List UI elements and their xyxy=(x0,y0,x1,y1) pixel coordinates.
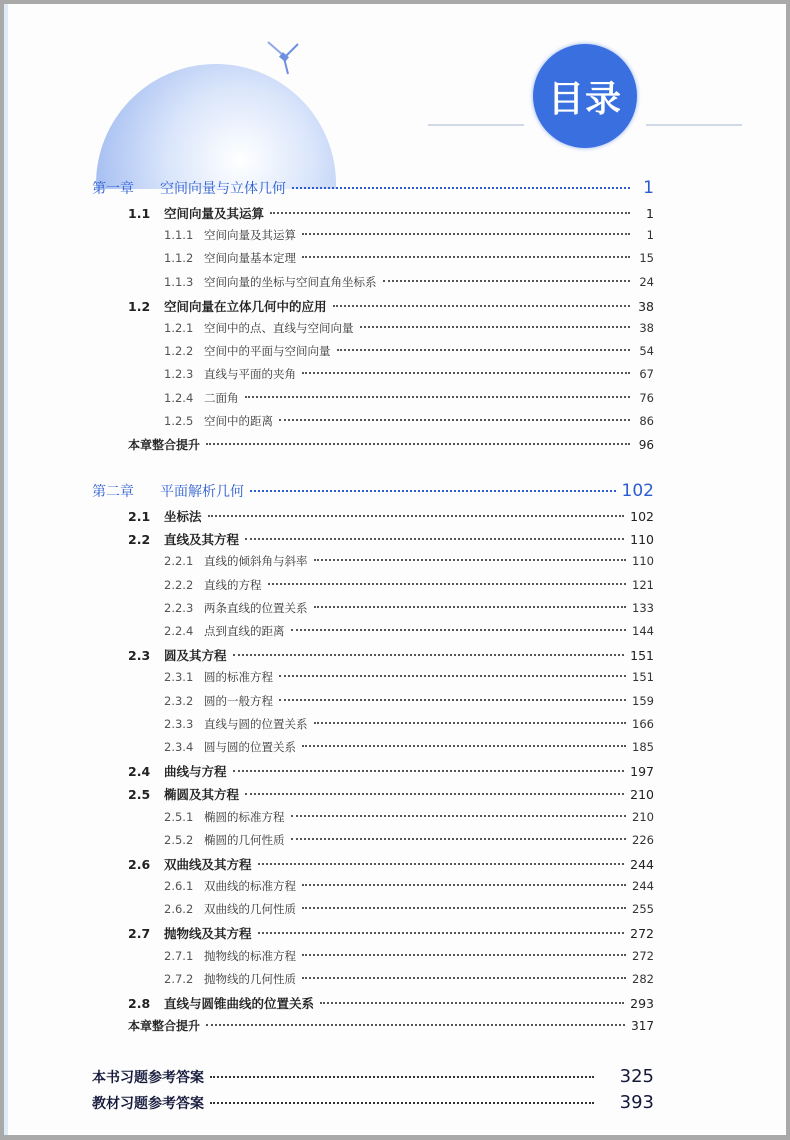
dot-leader xyxy=(302,907,626,909)
toc-entry-sub[interactable] xyxy=(92,948,654,971)
dot-leader xyxy=(206,1024,625,1026)
entry-title: 空间中的距离 xyxy=(204,413,273,428)
entry-title: 两条直线的位置关系 xyxy=(204,600,308,615)
entry-title: 椭圆的几何性质 xyxy=(204,832,285,847)
entry-number: 2.5 xyxy=(128,787,151,803)
entry-title: 椭圆及其方程 xyxy=(164,787,240,803)
dot-leader xyxy=(333,305,630,307)
entry-page: 226 xyxy=(632,832,654,847)
entry-page: 159 xyxy=(632,693,654,708)
toc-entry-section[interactable] xyxy=(92,204,654,227)
entry-title: 曲线与方程 xyxy=(164,764,227,780)
dot-leader xyxy=(360,326,631,328)
dot-leader xyxy=(233,770,625,772)
entry-title: 空间向量及其运算 xyxy=(164,206,265,221)
entry-number: 2.2.1 xyxy=(164,554,194,569)
toc-entry-section[interactable] xyxy=(92,924,654,947)
entry-title: 直线及其方程 xyxy=(164,532,240,548)
dot-leader xyxy=(302,233,630,235)
entry-page: 244 xyxy=(632,879,654,894)
satellite-icon xyxy=(264,40,304,76)
toc-entry-summary[interactable] xyxy=(92,436,654,459)
entry-title: 空间中的点、直线与空间向量 xyxy=(204,320,354,335)
entry-page: 133 xyxy=(632,600,654,615)
dot-leader xyxy=(210,1102,594,1104)
page-edge xyxy=(4,4,8,1135)
toc-entry-answers[interactable] xyxy=(92,1066,654,1092)
dot-leader xyxy=(233,654,625,656)
entry-title: 点到直线的距离 xyxy=(204,624,285,638)
entry-number: 2.3.4 xyxy=(164,739,194,754)
entry-title: 空间向量的坐标与空间直角坐标系 xyxy=(204,274,377,289)
entry-title: 抛物线及其方程 xyxy=(164,926,252,942)
dot-leader xyxy=(302,745,626,747)
entry-title: 直线与圆的位置关系 xyxy=(204,716,308,731)
toc-entry-chapter[interactable] xyxy=(92,178,654,204)
dot-leader xyxy=(314,722,627,724)
entry-title: 双曲线的几何性质 xyxy=(204,902,296,917)
entry-title: 椭圆的标准方程 xyxy=(204,809,285,824)
dot-leader xyxy=(302,884,626,886)
entry-page: 151 xyxy=(632,670,654,685)
toc-entry-sub[interactable] xyxy=(92,553,654,576)
entry-number: 2.4 xyxy=(128,764,151,780)
entry-title: 圆的一般方程 xyxy=(204,693,273,708)
entry-title: 双曲线的标准方程 xyxy=(204,879,296,894)
entry-number: 2.2.4 xyxy=(164,624,194,638)
toc-spacer xyxy=(92,1040,654,1066)
entry-title: 抛物线的几何性质 xyxy=(204,971,296,986)
entry-number: 1.2 xyxy=(128,298,151,314)
toc-entry-sub[interactable] xyxy=(92,739,654,762)
toc-entry-sub[interactable] xyxy=(92,274,654,297)
entry-title: 圆及其方程 xyxy=(164,648,227,664)
entry-number: 1.2.5 xyxy=(164,413,194,428)
dot-leader xyxy=(337,349,631,351)
toc-entry-chapter[interactable] xyxy=(92,481,654,507)
dot-leader xyxy=(208,515,625,517)
entry-page: 272 xyxy=(632,948,654,963)
entry-number: 2.6.1 xyxy=(164,879,194,894)
entry-page: 255 xyxy=(632,902,654,917)
entry-title: 圆与圆的位置关系 xyxy=(204,739,296,754)
toc-entry-sub[interactable] xyxy=(92,343,654,366)
entry-page: 151 xyxy=(630,648,654,664)
entry-page: 110 xyxy=(630,532,654,548)
entry-number: 2.5.1 xyxy=(164,809,194,824)
header-rule-left xyxy=(428,124,524,126)
entry-number: 1.2.1 xyxy=(164,320,194,335)
dot-leader xyxy=(268,583,627,585)
entry-title: 直线与圆锥曲线的位置关系 xyxy=(164,996,315,1011)
entry-page: 244 xyxy=(630,856,654,872)
entry-page: 67 xyxy=(639,367,654,382)
entry-page: 282 xyxy=(632,971,654,986)
entry-title: 空间向量及其运算 xyxy=(204,228,296,243)
toc-entry-section[interactable] xyxy=(92,530,654,553)
entry-number: 2.2 xyxy=(128,532,151,548)
toc-entry-section[interactable] xyxy=(92,297,654,320)
dot-leader xyxy=(302,372,630,374)
toc-page xyxy=(4,4,786,1135)
entry-title: 直线与平面的夹角 xyxy=(204,367,296,382)
toc-spacer xyxy=(92,459,654,481)
entry-page: 393 xyxy=(619,1092,654,1114)
toc-entry-sub[interactable] xyxy=(92,577,654,600)
dot-leader xyxy=(302,954,626,956)
entry-title: 二面角 xyxy=(204,390,239,405)
toc-entry-sub[interactable] xyxy=(92,878,654,901)
entry-page: 1 xyxy=(643,178,654,198)
dot-leader xyxy=(210,1076,594,1078)
dot-leader xyxy=(206,443,630,445)
entry-number: 2.3.3 xyxy=(164,716,194,731)
entry-number: 1.1.1 xyxy=(164,228,194,243)
entry-number: 2.3 xyxy=(128,648,151,664)
entry-title: 本章整合提升 xyxy=(128,437,201,452)
entry-number: 2.6 xyxy=(128,856,151,872)
dot-leader xyxy=(279,419,630,421)
toc-entry-sub[interactable] xyxy=(92,390,654,413)
dot-leader xyxy=(292,187,630,189)
entry-page: 15 xyxy=(639,251,654,266)
entry-number: 2.1 xyxy=(128,509,151,525)
dot-leader xyxy=(383,280,631,282)
entry-title: 空间向量在立体几何中的应用 xyxy=(164,298,327,314)
entry-page: 185 xyxy=(632,739,654,754)
dot-leader xyxy=(245,538,624,540)
toc-entry-sub[interactable] xyxy=(92,227,654,250)
dot-leader xyxy=(291,815,627,817)
entry-title: 空间向量与立体几何 xyxy=(160,181,286,197)
entry-page: 96 xyxy=(638,437,654,452)
entry-page: 317 xyxy=(631,1019,654,1034)
entry-title: 教材习题参考答案 xyxy=(92,1096,204,1113)
toc-entry-sub[interactable] xyxy=(92,971,654,994)
dot-leader xyxy=(302,256,630,258)
entry-title: 抛物线的标准方程 xyxy=(204,948,296,963)
entry-number: 2.7.2 xyxy=(164,971,194,986)
entry-page: 210 xyxy=(630,787,654,803)
entry-page: 325 xyxy=(619,1066,654,1088)
dot-leader xyxy=(258,932,625,934)
dot-leader xyxy=(245,396,631,398)
entry-page: 110 xyxy=(632,554,654,569)
dot-leader xyxy=(279,699,626,701)
entry-number: 2.3.2 xyxy=(164,693,194,708)
toc-entry-sub[interactable] xyxy=(92,250,654,273)
entry-number: 1.2.4 xyxy=(164,390,194,405)
entry-page: 76 xyxy=(639,390,654,405)
dot-leader xyxy=(291,838,627,840)
toc-entry-sub[interactable] xyxy=(92,366,654,389)
entry-page: 293 xyxy=(630,996,654,1011)
toc-entry-answers[interactable] xyxy=(92,1092,654,1118)
dot-leader xyxy=(258,863,625,865)
entry-number: 2.2.2 xyxy=(164,577,194,592)
entry-title: 双曲线及其方程 xyxy=(164,856,252,872)
dot-leader xyxy=(291,629,627,631)
entry-title: 圆的标准方程 xyxy=(204,670,273,685)
toc-entry-sub[interactable] xyxy=(92,809,654,832)
toc-entry-summary[interactable] xyxy=(92,1017,654,1040)
toc-entry-sub[interactable] xyxy=(92,716,654,739)
dot-leader xyxy=(320,1002,624,1004)
entry-page: 197 xyxy=(630,764,654,780)
entry-number: 1.2.2 xyxy=(164,344,194,359)
toc-entry-section[interactable] xyxy=(92,646,654,669)
dot-leader xyxy=(245,793,624,795)
entry-number: 2.3.1 xyxy=(164,670,194,685)
entry-title: 空间向量基本定理 xyxy=(204,251,296,266)
entry-page: 38 xyxy=(639,320,654,335)
table-of-contents xyxy=(92,178,654,1118)
entry-number: 1.1.3 xyxy=(164,274,194,289)
toc-entry-section[interactable] xyxy=(92,855,654,878)
entry-number: 第二章 xyxy=(92,484,134,501)
entry-page: 166 xyxy=(632,716,654,731)
entry-page: 24 xyxy=(639,274,654,289)
page-title: 目录 xyxy=(533,44,637,148)
toc-entry-sub[interactable] xyxy=(92,832,654,855)
entry-page: 144 xyxy=(632,624,654,638)
entry-page: 102 xyxy=(621,481,654,502)
entry-number: 2.6.2 xyxy=(164,902,194,917)
entry-title: 直线的倾斜角与斜率 xyxy=(204,554,308,569)
dot-leader xyxy=(314,606,627,608)
entry-number: 1.2.3 xyxy=(164,367,194,382)
entry-page: 272 xyxy=(630,926,654,942)
entry-number: 1.1 xyxy=(128,206,151,221)
toc-entry-sub[interactable] xyxy=(92,413,654,436)
entry-number: 2.7.1 xyxy=(164,948,194,963)
toc-entry-sub[interactable] xyxy=(92,623,654,646)
entry-page: 210 xyxy=(632,809,654,824)
entry-number: 2.8 xyxy=(128,996,151,1011)
toc-entry-sub[interactable] xyxy=(92,600,654,623)
toc-entry-section[interactable] xyxy=(92,994,654,1017)
entry-page: 121 xyxy=(632,577,654,592)
toc-entry-sub[interactable] xyxy=(92,320,654,343)
entry-title: 空间中的平面与空间向量 xyxy=(204,344,331,359)
dot-leader xyxy=(314,559,627,561)
toc-entry-sub[interactable] xyxy=(92,693,654,716)
entry-page: 1 xyxy=(646,206,654,221)
toc-entry-section[interactable] xyxy=(92,762,654,785)
entry-number: 2.7 xyxy=(128,926,151,942)
entry-number: 第一章 xyxy=(92,181,134,197)
entry-title: 本章整合提升 xyxy=(128,1019,201,1034)
entry-number: 1.1.2 xyxy=(164,251,194,266)
toc-entry-section[interactable] xyxy=(92,507,654,530)
entry-page: 1 xyxy=(646,228,654,243)
dot-leader xyxy=(302,977,626,979)
entry-page: 54 xyxy=(639,344,654,359)
entry-title: 本书习题参考答案 xyxy=(92,1070,204,1087)
dot-leader xyxy=(250,490,616,492)
entry-number: 2.5.2 xyxy=(164,832,194,847)
entry-number: 2.2.3 xyxy=(164,600,194,615)
dot-leader xyxy=(279,675,626,677)
header-rule-right xyxy=(646,124,742,126)
toc-entry-sub[interactable] xyxy=(92,669,654,692)
entry-title: 平面解析几何 xyxy=(160,484,244,501)
entry-page: 86 xyxy=(639,413,654,428)
entry-page: 102 xyxy=(630,509,654,525)
entry-page: 38 xyxy=(638,298,654,314)
toc-entry-sub[interactable] xyxy=(92,901,654,924)
entry-title: 坐标法 xyxy=(164,509,202,525)
entry-title: 直线的方程 xyxy=(204,577,262,592)
toc-entry-section[interactable] xyxy=(92,785,654,808)
dot-leader xyxy=(270,212,630,214)
